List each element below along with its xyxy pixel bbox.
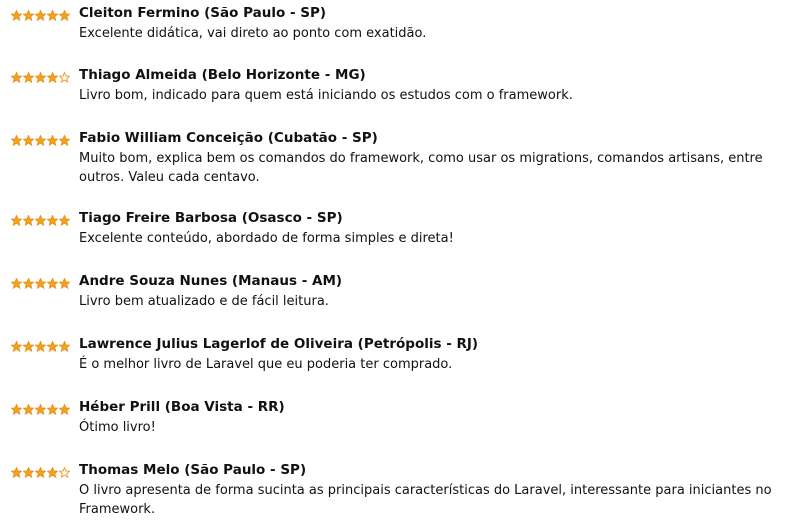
star-shape	[60, 136, 70, 146]
star-shape	[12, 342, 22, 352]
star-filled-icon	[23, 341, 34, 352]
star-filled-icon	[47, 215, 58, 226]
rating-stars	[11, 72, 70, 83]
star-filled-icon	[23, 404, 34, 415]
star-filled-icon	[59, 10, 70, 21]
star-filled-icon	[35, 215, 46, 226]
star-shape	[48, 342, 58, 352]
star-shape	[24, 136, 34, 146]
rating-stars	[11, 278, 70, 289]
review-comment: Livro bem atualizado e de fácil leitura.	[79, 294, 329, 309]
star-shape	[48, 73, 58, 83]
star-shape	[36, 342, 46, 352]
rating-stars	[11, 467, 70, 478]
review-author: Lawrence Julius Lagerlof de Oliveira (Petrópolis - RJ)	[79, 336, 479, 352]
star-filled-icon	[47, 341, 58, 352]
star-filled-icon	[11, 467, 22, 478]
review-author: Fabio William Conceição (Cubatão - SP)	[79, 130, 378, 146]
review-author: Cleiton Fermino (São Paulo - SP)	[79, 5, 327, 21]
review-comment: Muito bom, explica bem os comandos do framework, como usar os migrations, comandos artisans, entre outros. Valeu cada centavo.	[79, 151, 763, 185]
star-filled-icon	[11, 10, 22, 21]
review-comment: O livro apresenta de forma sucinta as principais características do Laravel, interessante para iniciantes no Framework.	[79, 483, 772, 517]
star-filled-icon	[23, 467, 34, 478]
star-shape	[36, 216, 46, 226]
star-shape	[36, 73, 46, 83]
star-filled-icon	[11, 404, 22, 415]
star-shape	[60, 342, 70, 352]
star-shape	[48, 279, 58, 289]
star-shape	[24, 73, 34, 83]
star-shape	[36, 11, 46, 21]
star-empty-icon	[59, 72, 70, 83]
star-shape	[48, 11, 58, 21]
rating-stars	[11, 10, 70, 21]
star-shape	[24, 468, 34, 478]
star-filled-icon	[47, 135, 58, 146]
star-shape	[48, 216, 58, 226]
star-filled-icon	[35, 341, 46, 352]
review-comment: Excelente conteúdo, abordado de forma simples e direta!	[79, 231, 454, 246]
star-shape	[60, 468, 70, 478]
star-filled-icon	[35, 135, 46, 146]
star-filled-icon	[35, 404, 46, 415]
rating-stars	[11, 135, 70, 146]
star-shape	[24, 11, 34, 21]
star-shape	[60, 11, 70, 21]
star-shape	[12, 279, 22, 289]
star-filled-icon	[35, 278, 46, 289]
star-shape	[24, 216, 34, 226]
rating-stars	[11, 341, 70, 352]
rating-stars	[11, 215, 70, 226]
star-shape	[48, 468, 58, 478]
star-shape	[24, 279, 34, 289]
review-comment: É o melhor livro de Laravel que eu poderia ter comprado.	[79, 357, 453, 372]
star-shape	[24, 405, 34, 415]
star-filled-icon	[23, 72, 34, 83]
star-filled-icon	[23, 215, 34, 226]
star-empty-icon	[59, 467, 70, 478]
star-shape	[60, 279, 70, 289]
star-shape	[36, 279, 46, 289]
star-filled-icon	[11, 135, 22, 146]
review-comment: Ótimo livro!	[79, 420, 156, 435]
star-filled-icon	[59, 135, 70, 146]
star-filled-icon	[47, 72, 58, 83]
star-filled-icon	[59, 215, 70, 226]
star-shape	[60, 73, 70, 83]
star-filled-icon	[11, 72, 22, 83]
star-filled-icon	[35, 10, 46, 21]
star-shape	[24, 342, 34, 352]
star-filled-icon	[47, 404, 58, 415]
star-shape	[12, 216, 22, 226]
star-filled-icon	[47, 467, 58, 478]
review-author: Thomas Melo (São Paulo - SP)	[79, 462, 307, 478]
star-shape	[36, 468, 46, 478]
star-shape	[12, 11, 22, 21]
review-author: Tiago Freire Barbosa (Osasco - SP)	[79, 210, 343, 226]
star-shape	[36, 136, 46, 146]
star-filled-icon	[23, 10, 34, 21]
star-filled-icon	[35, 467, 46, 478]
star-filled-icon	[47, 10, 58, 21]
star-filled-icon	[11, 278, 22, 289]
star-shape	[12, 468, 22, 478]
star-filled-icon	[35, 72, 46, 83]
review-author: Thiago Almeida (Belo Horizonte - MG)	[79, 67, 366, 83]
star-filled-icon	[59, 341, 70, 352]
review-comment: Livro bom, indicado para quem está iniciando os estudos com o framework.	[79, 88, 573, 103]
star-filled-icon	[11, 215, 22, 226]
star-shape	[48, 136, 58, 146]
review-author: Héber Prill (Boa Vista - RR)	[79, 399, 285, 415]
star-filled-icon	[59, 404, 70, 415]
star-shape	[60, 216, 70, 226]
star-filled-icon	[23, 278, 34, 289]
star-shape	[48, 405, 58, 415]
review-author: Andre Souza Nunes (Manaus - AM)	[79, 273, 343, 289]
star-filled-icon	[11, 341, 22, 352]
star-filled-icon	[47, 278, 58, 289]
star-shape	[60, 405, 70, 415]
star-shape	[12, 405, 22, 415]
star-shape	[36, 405, 46, 415]
star-shape	[12, 73, 22, 83]
star-shape	[12, 136, 22, 146]
star-filled-icon	[23, 135, 34, 146]
rating-stars	[11, 404, 70, 415]
star-filled-icon	[59, 278, 70, 289]
review-comment: Excelente didática, vai direto ao ponto com exatidão.	[79, 26, 427, 41]
